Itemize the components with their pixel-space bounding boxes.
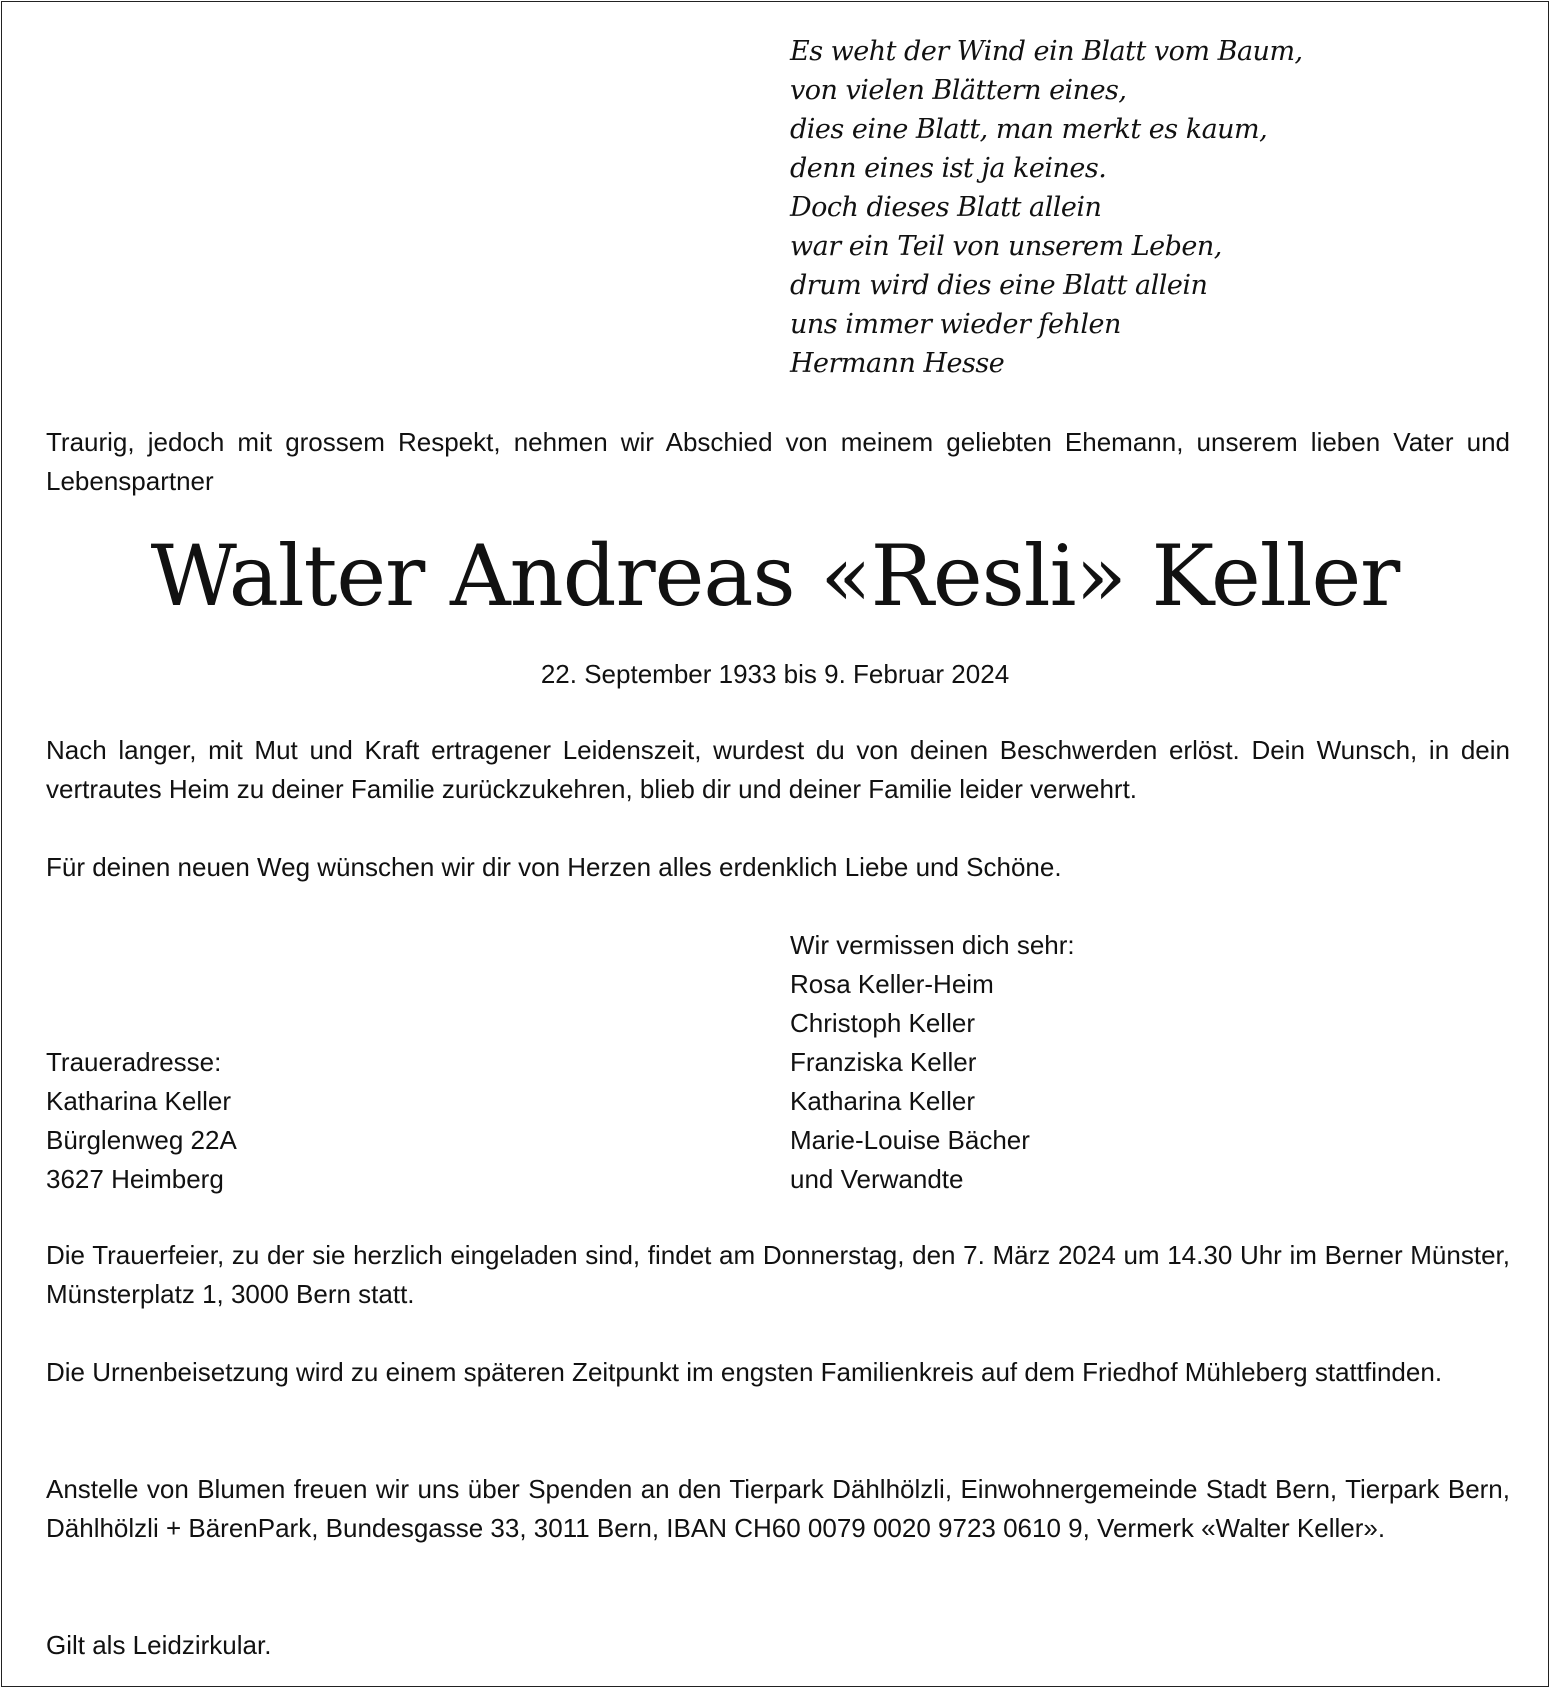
mourner-name: Franziska Keller — [790, 1047, 977, 1077]
mourning-address — [46, 1043, 237, 1199]
paragraph-urn: Die Urnenbeisetzung wird zu einem späteren Zeitpunkt im engsten Familienkreis auf dem Friedhof Mühleberg stattfinden. — [46, 1357, 1443, 1387]
life-dates: 22. September 1933 bis 9. Februar 2024 — [540, 659, 1010, 689]
mourner-name: Marie-Louise Bächer — [790, 1125, 1030, 1155]
mourner-name: Christoph Keller — [790, 1008, 975, 1038]
mourners-heading: Wir vermissen dich sehr: — [790, 930, 1075, 960]
address-line: Katharina Keller — [46, 1086, 231, 1116]
address-line: 3627 Heimberg — [46, 1164, 224, 1194]
poem-author: Hermann Hesse — [790, 348, 1005, 379]
deceased-name: Walter Andreas «Resli» Keller — [150, 527, 1400, 625]
mourner-name: Katharina Keller — [790, 1086, 975, 1116]
poem-line: dies eine Blatt, man merkt es kaum, — [790, 114, 1268, 145]
paragraph-ceremony: Die Trauerfeier, zu der sie herzlich eingeladen sind, findet am Donnerstag, den 7. März 2024 um 14.30 Uhr im Berner Münster, Münsterplatz 1, 3000 Bern statt. — [46, 1240, 1510, 1309]
paragraph-donation: Anstelle von Blumen freuen wir uns über Spenden an den Tierpark Dählhölzli, Einwohnergemeinde Stadt Bern, Tierpark Bern, Dählhölzli + BärenPark, Bundesgasse 33, 3011 Bern, IBAN CH60 0079 0020 9723 0610 9, Vermerk «Walter Keller». — [46, 1474, 1510, 1543]
poem-line: Doch dieses Blatt allein — [790, 192, 1102, 223]
address-heading: Traueradresse: — [46, 1047, 222, 1077]
poem-line: uns immer wieder fehlen — [790, 309, 1121, 340]
closing-note: Gilt als Leidzirkular. — [46, 1630, 272, 1660]
mourner-name: Rosa Keller-Heim — [790, 969, 994, 999]
poem — [790, 32, 1303, 383]
obituary-card — [1, 1, 1549, 1687]
poem-line: denn eines ist ja keines. — [790, 153, 1107, 184]
address-line: Bürglenweg 22A — [46, 1125, 237, 1155]
poem-line: drum wird dies eine Blatt allein — [790, 270, 1208, 301]
paragraph-wish: Für deinen neuen Weg wünschen wir dir von Herzen alles erdenklich Liebe und Schöne. — [46, 852, 1062, 882]
poem-line: war ein Teil von unserem Leben, — [790, 231, 1222, 262]
poem-line: von vielen Blättern eines, — [790, 75, 1127, 106]
poem-line: Es weht der Wind ein Blatt vom Baum, — [790, 36, 1303, 67]
paragraph-suffering: Nach langer, mit Mut und Kraft ertragener Leidenszeit, wurdest du von deinen Beschwerden erlöst. Dein Wunsch, in dein vertrautes Heim zu deiner Familie zurückzukehren, blieb dir und deiner Familie leider verwehrt. — [46, 735, 1510, 804]
mourner-name: und Verwandte — [790, 1164, 964, 1194]
intro-text: Traurig, jedoch mit grossem Respekt, nehmen wir Abschied von meinem geliebten Ehemann, unserem lieben Vater und Lebenspartner — [46, 427, 1510, 496]
mourners-list — [790, 926, 1075, 1199]
